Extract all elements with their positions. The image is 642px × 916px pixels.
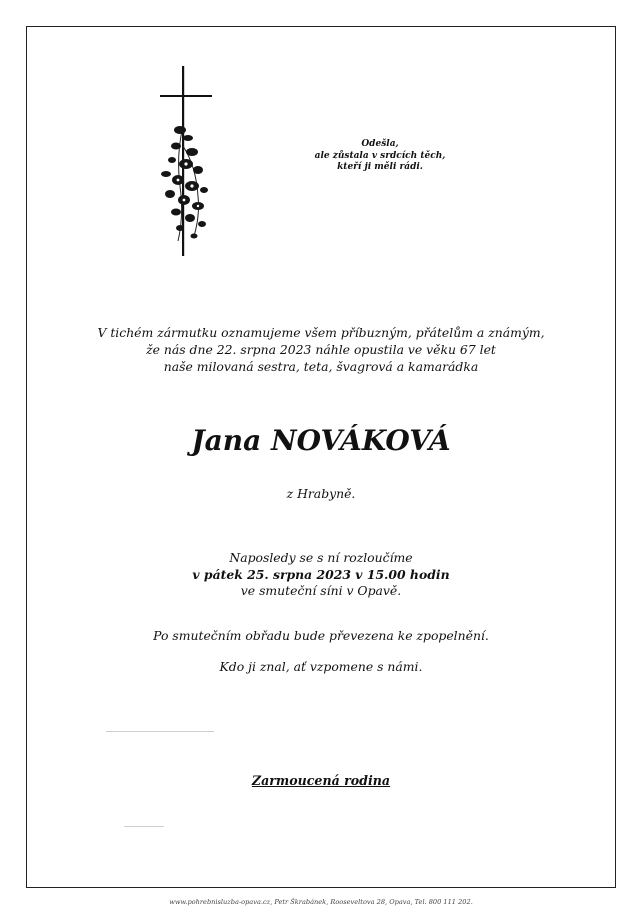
funeral-line-1: Naposledy se s ní rozloučíme	[229, 550, 413, 565]
quote-line-3: kteří ji měli rádi.	[337, 162, 423, 172]
funeral-date-time: v pátek 25. srpna 2023 v 15.00 hodin	[192, 566, 450, 582]
quote-line-1: Odešla,	[361, 139, 399, 149]
deceased-name: Jana NOVÁKOVÁ	[191, 424, 451, 457]
scan-artifact	[106, 731, 214, 732]
cremation-note: Po smutečním obřadu bude převezena ke zpopelnění.	[153, 628, 489, 643]
announcement-line-1: V tichém zármutku oznamujeme všem příbuzným, přátelům a známým,	[97, 325, 545, 340]
announcement-text	[60, 324, 582, 375]
announcement-line-2: že nás dne 22. srpna 2023 náhle opustila ve věku 67 let	[146, 342, 496, 357]
funeral-details	[60, 550, 582, 600]
announcement-line-3: naše milovaná sestra, teta, švagrová a kamarádka	[163, 359, 479, 374]
footer-imprint: www.pohrebnisluzba-opava.cz, Petr Škrabánek, Rooseveltova 28, Opava, Tel. 800 111 202.	[169, 898, 473, 906]
quote-line-2: ale zůstala v srdcích těch,	[314, 150, 446, 161]
cross-with-flowers-icon	[158, 66, 220, 258]
scan-artifact	[124, 826, 164, 827]
funeral-place: ve smuteční síni v Opavě.	[240, 583, 402, 598]
signature-family: Zarmoucená rodina	[251, 773, 391, 788]
memorial-quote	[300, 139, 460, 174]
deceased-origin: z Hrabyně.	[286, 486, 356, 501]
remembrance-line: Kdo ji znal, ať vzpomene s námi.	[219, 659, 423, 674]
